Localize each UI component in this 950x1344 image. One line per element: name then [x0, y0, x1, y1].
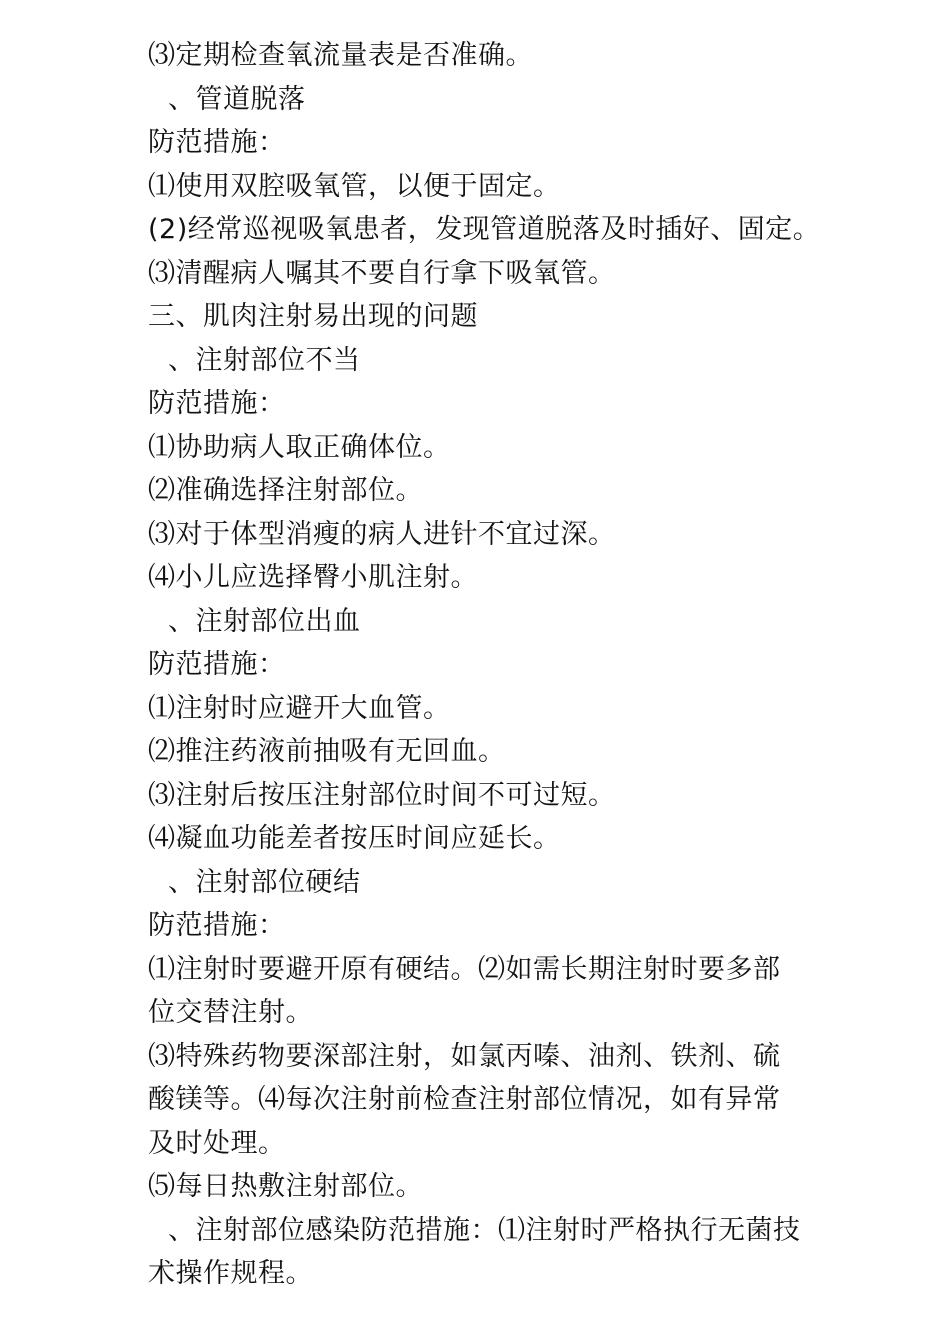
text-line: ⑶定期检查氧流量表是否准确。: [148, 40, 533, 71]
text-line: ⑴协助病人取正确体位。: [148, 431, 451, 463]
section-heading: 、注射部位不当: [168, 344, 361, 376]
text-line: ⑶特殊药物要深部注射，如氯丙嗪、油剂、铁剂、硫: [148, 1040, 781, 1072]
text-line: ⑷小儿应选择臀小肌注射。: [148, 562, 478, 593]
section-heading: 、管道脱落: [168, 83, 306, 115]
chapter-heading: 三、肌肉注射易出现的问题: [148, 301, 478, 332]
measures-label: 防范措施：: [148, 127, 286, 158]
text-line: (2)经常巡视吸氧患者，发现管道脱落及时插好、固定。: [148, 214, 821, 245]
text-line: 术操作规程。: [148, 1258, 313, 1289]
measures-label: 防范措施：: [148, 649, 286, 680]
text-line: 及时处理。: [148, 1127, 286, 1159]
measures-label: 防范措施：: [148, 388, 286, 419]
text-line: 酸镁等。⑷每次注射前检查注射部位情况，如有异常: [148, 1084, 781, 1115]
section-heading: 、注射部位硬结: [168, 866, 361, 898]
text-line: ⑷凝血功能差者按压时间应延长。: [148, 823, 561, 854]
text-line: ⑶清醒病人嘱其不要自行拿下吸氧管。: [148, 257, 616, 289]
text-line: ⑵准确选择注射部位。: [148, 475, 423, 506]
section-heading: 、注射部位出血: [168, 605, 361, 637]
text-line: ⑶对于体型消瘦的病人进针不宜过深。: [148, 518, 616, 550]
text-line: ⑵推注药液前抽吸有无回血。: [148, 736, 506, 767]
document-page: [148, 34, 888, 1296]
measures-label: 防范措施：: [148, 910, 286, 941]
text-line: ⑴注射时要避开原有硬结。⑵如需长期注射时要多部: [148, 953, 781, 985]
text-line: ⑴注射时应避开大血管。: [148, 692, 451, 724]
text-line: ⑴使用双腔吸氧管，以便于固定。: [148, 170, 561, 202]
text-line: 位交替注射。: [148, 997, 313, 1028]
text-line: ⑸每日热敷注射部位。: [148, 1171, 423, 1202]
text-line: ⑶注射后按压注射部位时间不可过短。: [148, 779, 616, 811]
section-heading: 、注射部位感染防范措施：⑴注射时严格执行无菌技: [168, 1214, 801, 1246]
